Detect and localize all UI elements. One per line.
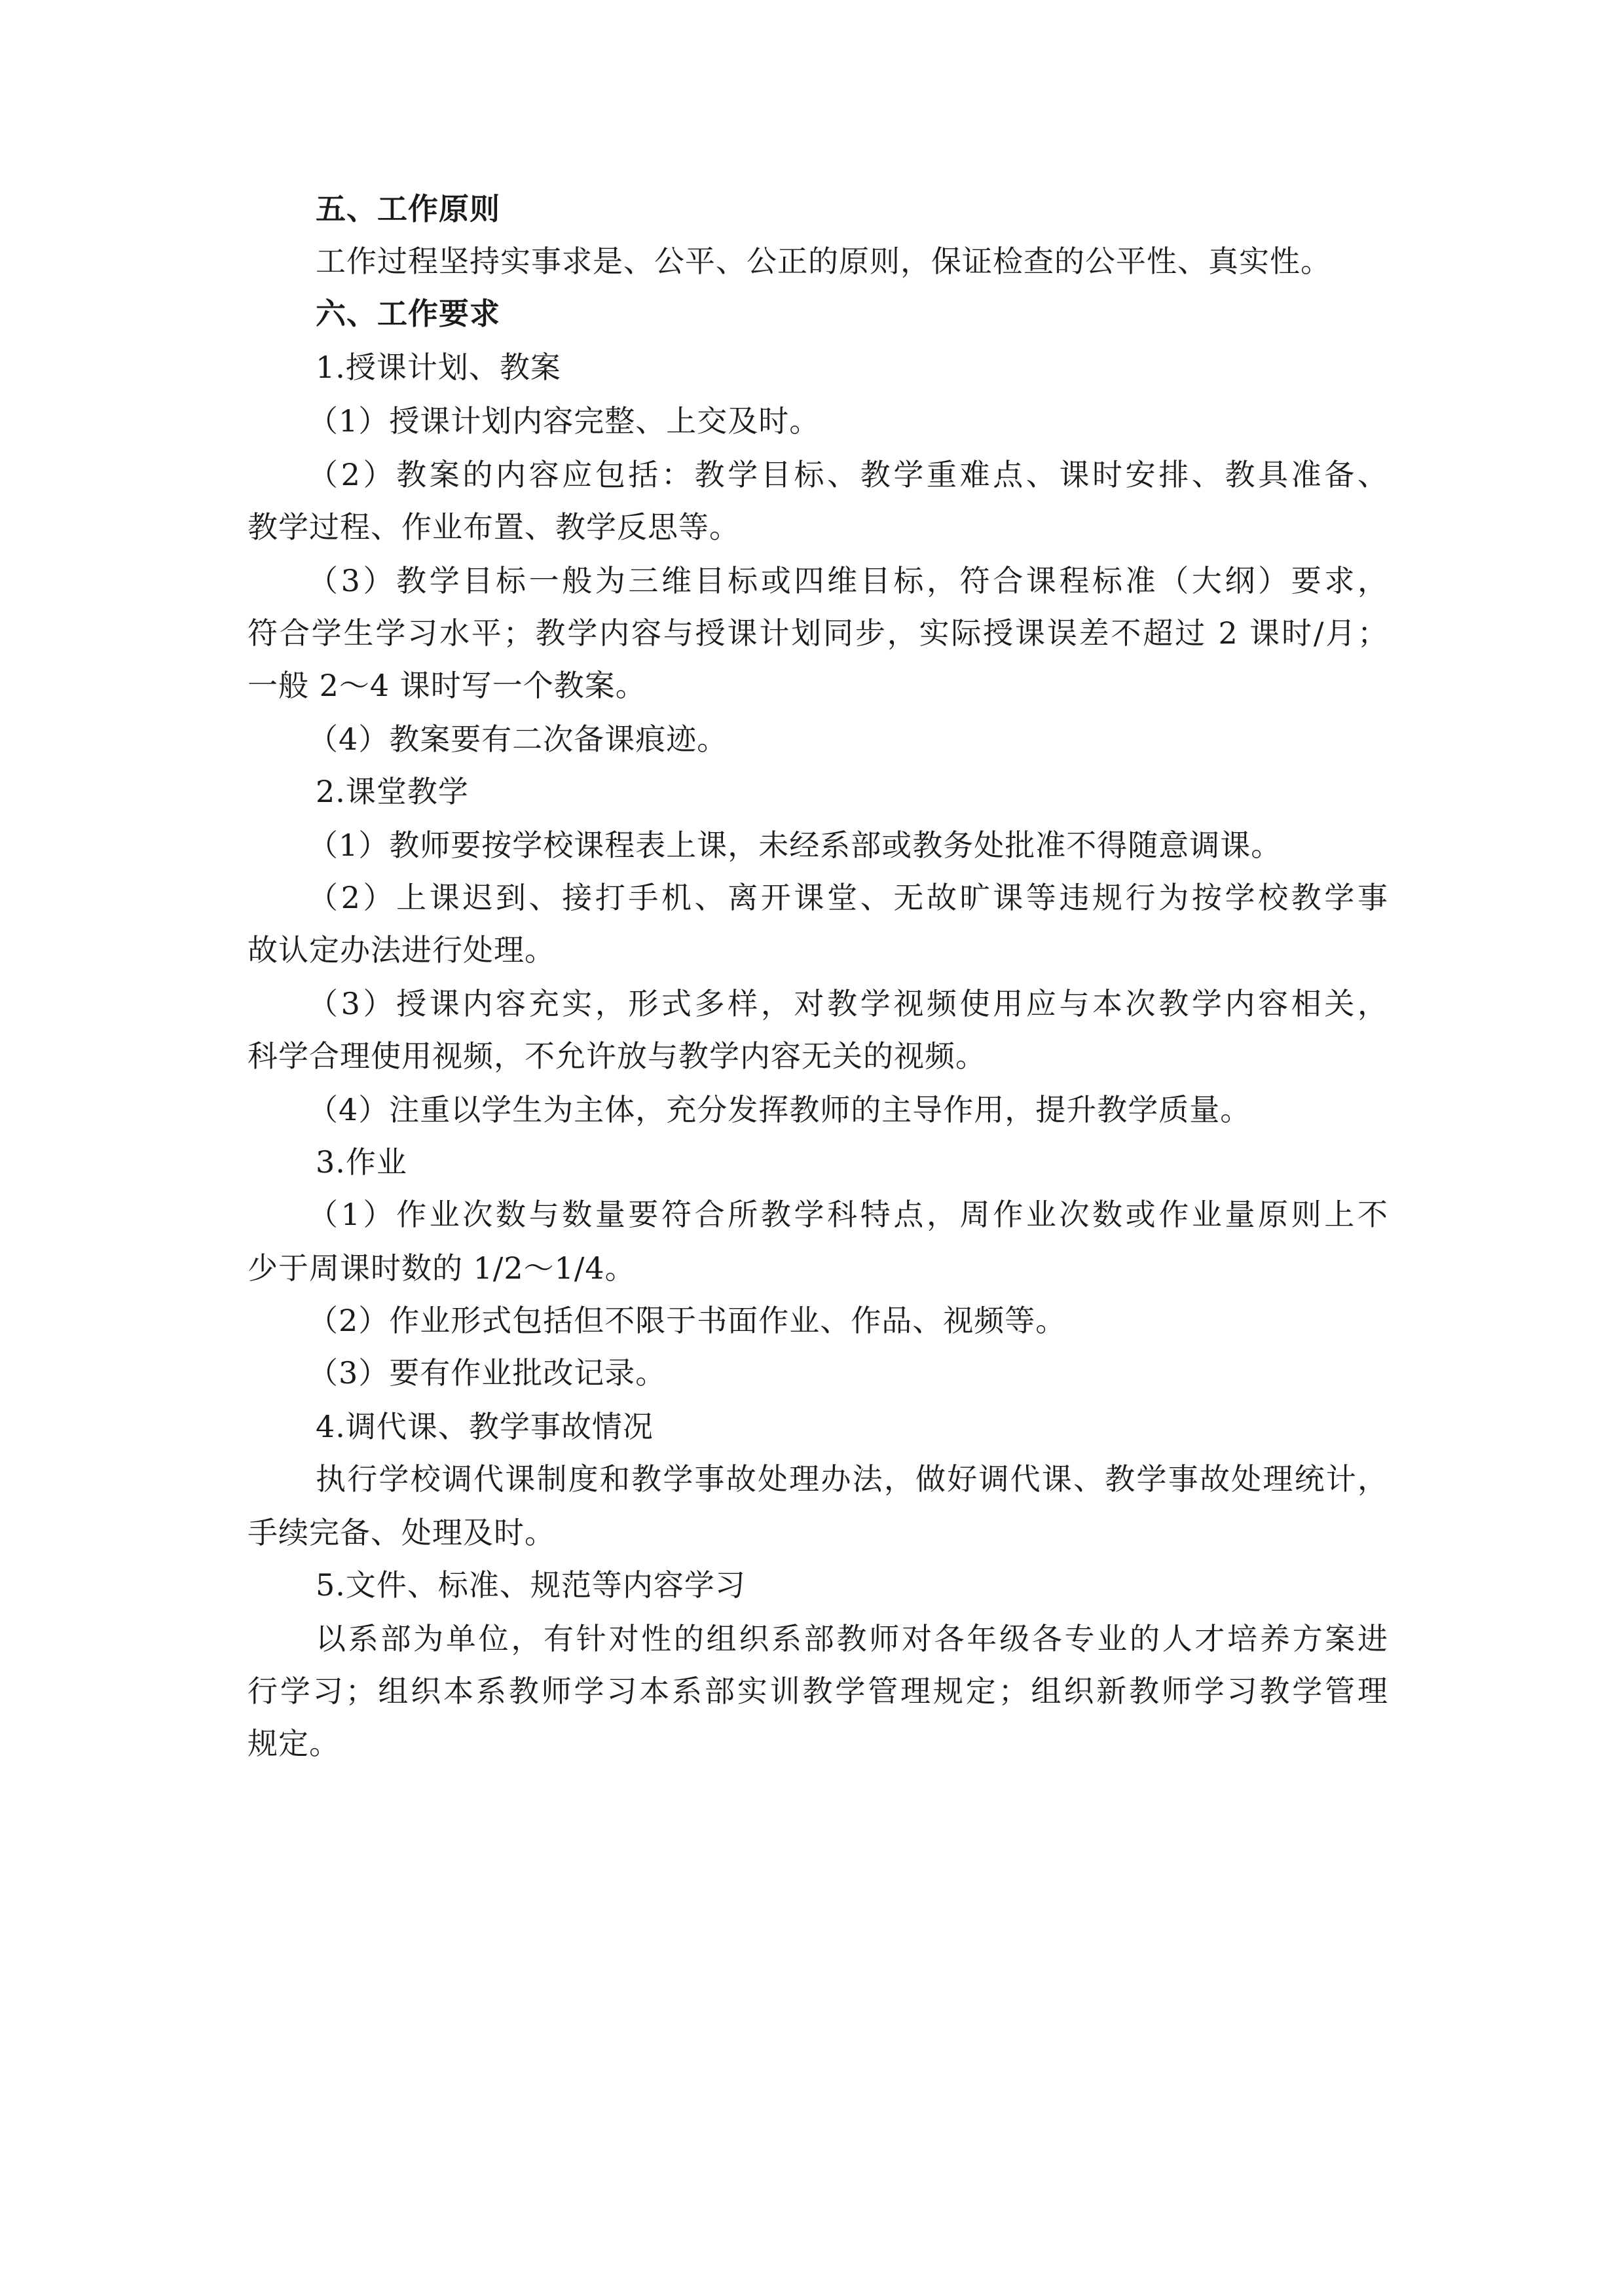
paragraph-line: 5.文件、标准、规范等内容学习	[316, 1567, 746, 1603]
paragraph-line: （2）教案的内容应包括：教学目标、教学重难点、课时安排、教具准备、	[308, 457, 1388, 492]
paragraph-line: 少于周课时数的 1/2～1/4。	[248, 1250, 636, 1286]
paragraph-line: 4.调代课、教学事故情况	[316, 1409, 654, 1444]
paragraph-line: 工作过程坚持实事求是、公平、公正的原则，保证检查的公平性、真实性。	[316, 244, 1331, 279]
paragraph-line: （4）注重以学生为主体，充分发挥教师的主导作用，提升教学质量。	[308, 1092, 1251, 1127]
paragraph-line: 科学合理使用视频，不允许放与教学内容无关的视频。	[248, 1038, 986, 1074]
section-heading: 五、工作原则	[316, 191, 500, 227]
paragraph-line: 执行学校调代课制度和教学事故处理办法，做好调代课、教学事故处理统计，	[316, 1461, 1388, 1497]
paragraph-line: 教学过程、作业布置、教学反思等。	[248, 509, 740, 545]
paragraph-line: 符合学生学习水平；教学内容与授课计划同步，实际授课误差不超过 2 课时/月；	[248, 615, 1388, 651]
paragraph-line: （4）教案要有二次备课痕迹。	[308, 721, 728, 757]
paragraph-line: 规定。	[248, 1726, 340, 1761]
paragraph-line: 3.作业	[316, 1144, 407, 1180]
paragraph-line: （1）授课计划内容完整、上交及时。	[308, 403, 821, 439]
paragraph-line: （3）教学目标一般为三维目标或四维目标，符合课程标准（大纲）要求，	[308, 563, 1388, 598]
paragraph-line: 行学习；组织本系教师学习本系部实训教学管理规定；组织新教师学习教学管理	[248, 1673, 1388, 1709]
paragraph-line: （3）授课内容充实，形式多样，对教学视频使用应与本次教学内容相关，	[308, 986, 1388, 1021]
paragraph-line: （1）作业次数与数量要符合所教学科特点，周作业次数或作业量原则上不	[308, 1197, 1388, 1232]
paragraph-line: 手续完备、处理及时。	[248, 1515, 555, 1550]
paragraph-line: 故认定办法进行处理。	[248, 932, 555, 968]
paragraph-line: （1）教师要按学校课程表上课，未经系部或教务处批准不得随意调课。	[308, 828, 1282, 863]
paragraph-line: （2）作业形式包括但不限于书面作业、作品、视频等。	[308, 1303, 1067, 1338]
paragraph-line: 2.课堂教学	[316, 774, 469, 809]
paragraph-line: 1.授课计划、教案	[316, 350, 561, 385]
paragraph-line: 一般 2～4 课时写一个教案。	[248, 668, 646, 703]
paragraph-line: （2）上课迟到、接打手机、离开课堂、无故旷课等违规行为按学校教学事	[308, 880, 1388, 915]
paragraph-line: （3）要有作业批改记录。	[308, 1355, 667, 1391]
section-heading: 六、工作要求	[316, 296, 500, 331]
paragraph-line: 以系部为单位，有针对性的组织系部教师对各年级各专业的人才培养方案进	[316, 1621, 1388, 1656]
